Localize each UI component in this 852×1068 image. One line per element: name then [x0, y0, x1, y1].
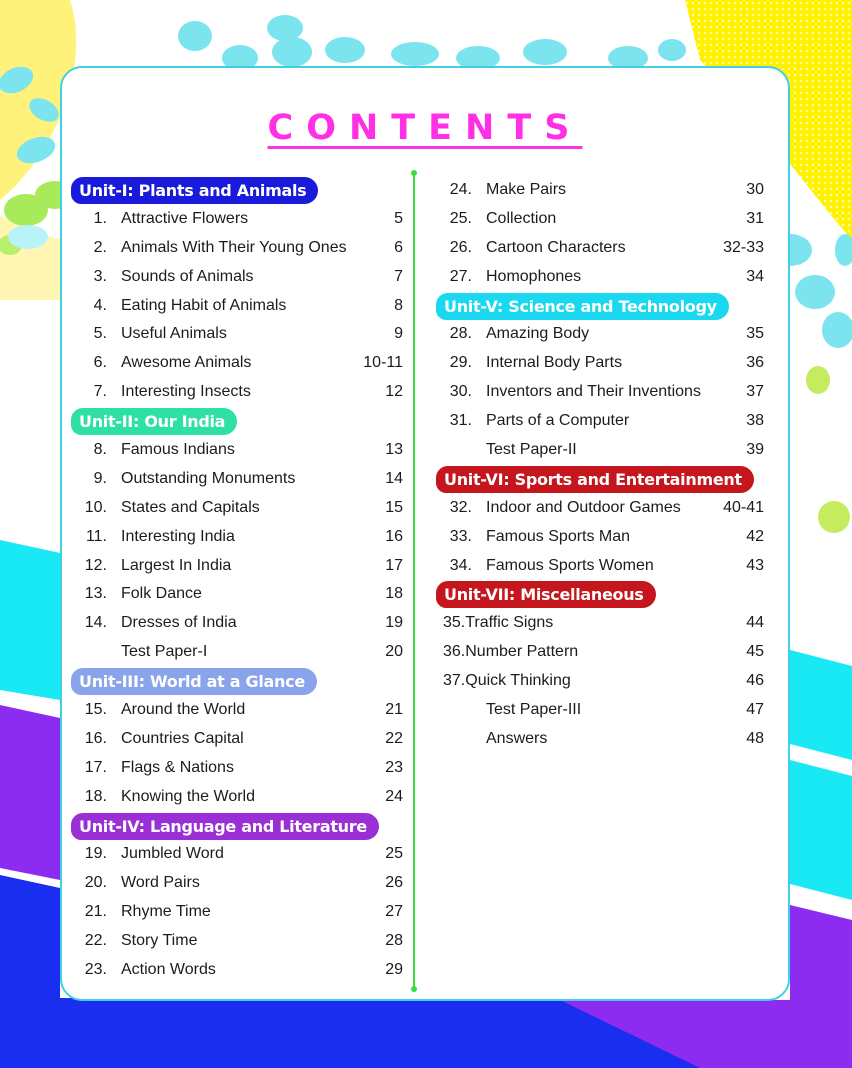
entry-title: Inventors and Their Inventions [486, 383, 701, 401]
entry-page-number: 18 [385, 585, 403, 603]
contents-entry [436, 552, 772, 581]
contents-entry [71, 234, 411, 263]
contents-entry [71, 205, 411, 234]
unit-heading-row [436, 465, 772, 494]
entry-number: 30. [449, 383, 472, 401]
entry-title: Around the World [121, 701, 246, 719]
entry-number: 13. [84, 585, 107, 603]
entry-number: 6. [93, 354, 107, 372]
entry-title: Useful Animals [121, 325, 227, 343]
entry-number: 34. [449, 556, 472, 574]
entry-number: 18. [84, 787, 107, 805]
contents-entry [436, 176, 772, 205]
divider-bottom-dot [411, 986, 417, 992]
entry-title: Test Paper-III [486, 701, 582, 719]
entry-title: Attractive Flowers [121, 209, 249, 227]
contents-entry [71, 263, 411, 292]
contents-entry [71, 609, 411, 638]
contents-entry [71, 725, 411, 754]
entry-number: 22. [84, 932, 107, 950]
entry-page-number: 32-33 [723, 238, 764, 256]
entry-title: Famous Sports Women [486, 556, 654, 574]
entry-title: Parts of a Computer [486, 412, 630, 430]
entry-page-number: 20 [385, 643, 403, 661]
entry-page-number: 27 [385, 903, 403, 921]
entry-page-number: 37 [746, 383, 764, 401]
entry-number: 11. [85, 527, 107, 545]
entry-title: Famous Indians [121, 441, 235, 459]
entry-page-number: 7 [394, 267, 403, 285]
entry-page-number: 44 [746, 614, 764, 632]
entry-page-number: 8 [394, 296, 403, 314]
entry-title: Answers [486, 729, 548, 747]
entry-number: 25. [449, 209, 472, 227]
entry-title: Largest In India [121, 556, 232, 574]
contents-right-column [436, 176, 772, 754]
entry-page-number: 10-11 [363, 354, 403, 372]
contents-entry [71, 754, 411, 783]
entry-number: 1. [93, 209, 107, 227]
entry-page-number: 46 [746, 672, 764, 690]
entry-number: 32. [449, 498, 472, 516]
entry-title: Interesting Insects [121, 383, 251, 401]
entry-page-number: 39 [746, 441, 764, 459]
entry-number: 19. [84, 845, 107, 863]
entry-title: Sounds of Animals [121, 267, 254, 285]
contents-entry [71, 840, 411, 869]
entry-number: 16. [84, 729, 107, 747]
contents-entry-extra [436, 696, 772, 725]
entry-page-number: 19 [385, 614, 403, 632]
contents-entry [71, 956, 411, 985]
unit-heading-unit-vii: Unit-VII: Miscellaneous [436, 581, 656, 608]
contents-entry [436, 407, 772, 436]
contents-entry [71, 523, 411, 552]
entry-title: Famous Sports Man [486, 527, 631, 545]
entry-page-number: 16 [385, 527, 403, 545]
entry-title: Rhyme Time [121, 903, 211, 921]
entry-number: 15. [84, 701, 107, 719]
entry-page-number: 5 [394, 209, 403, 227]
entry-title: Knowing the World [121, 787, 255, 805]
entry-title: Dresses of India [121, 614, 237, 632]
entry-number: 24. [449, 181, 472, 198]
entry-number: 3. [93, 267, 107, 285]
unit-heading-row [71, 667, 411, 696]
contents-left-column [71, 176, 411, 985]
entry-page-number: 17 [385, 556, 403, 574]
entry-page-number: 6 [394, 238, 403, 256]
contents-entry [436, 638, 772, 667]
entry-number: 12. [84, 556, 107, 574]
unit-heading-unit-iii: Unit-III: World at a Glance [71, 668, 317, 695]
contents-entry-extra [436, 436, 772, 465]
contents-entry [436, 320, 772, 349]
entry-number: 7. [93, 383, 107, 401]
entry-page-number: 25 [385, 845, 403, 863]
entry-number: 9. [93, 469, 107, 487]
entry-page-number: 47 [746, 701, 764, 719]
entry-page-number: 30 [746, 181, 764, 198]
contents-entry [71, 927, 411, 956]
contents-entry [71, 349, 411, 378]
entry-number: 20. [84, 874, 107, 892]
unit-heading-unit-iv: Unit-IV: Language and Literature [71, 813, 379, 840]
entry-page-number: 40-41 [723, 498, 764, 516]
entry-title: 37.Quick Thinking [443, 672, 571, 690]
entry-page-number: 43 [746, 556, 764, 574]
entry-title: Collection [486, 209, 557, 227]
entry-page-number: 13 [385, 441, 403, 459]
unit-heading-unit-ii: Unit-II: Our India [71, 408, 237, 435]
entry-page-number: 21 [385, 701, 403, 719]
contents-entry [71, 320, 411, 349]
unit-heading-unit-i: Unit-I: Plants and Animals [71, 177, 318, 204]
entry-number: 33. [449, 527, 472, 545]
entry-title: 35.Traffic Signs [443, 614, 554, 632]
unit-heading-row [71, 407, 411, 436]
entry-number: 4. [93, 296, 107, 314]
entry-number: 29. [449, 354, 472, 372]
unit-heading-row [436, 580, 772, 609]
entry-number: 27. [449, 267, 472, 285]
contents-entry [436, 523, 772, 552]
entry-number: 17. [84, 758, 107, 776]
entry-title: 36.Number Pattern [443, 643, 579, 661]
entry-page-number: 35 [746, 325, 764, 343]
contents-entry [436, 378, 772, 407]
entry-title: Jumbled Word [121, 845, 224, 863]
column-divider [413, 172, 415, 990]
entry-page-number: 29 [385, 961, 403, 979]
contents-entry [71, 898, 411, 927]
entry-page-number: 22 [385, 729, 403, 747]
contents-entry-extra [71, 638, 411, 667]
contents-entry [71, 869, 411, 898]
entry-page-number: 9 [394, 325, 403, 343]
entry-title: Test Paper-II [486, 441, 577, 459]
contents-entry [436, 263, 772, 292]
entry-title: Indoor and Outdoor Games [486, 498, 681, 516]
contents-entry [71, 783, 411, 812]
entry-title: Animals With Their Young Ones [121, 238, 347, 256]
entry-title: Countries Capital [121, 729, 244, 747]
entry-title: Flags & Nations [121, 758, 234, 776]
unit-heading-unit-v: Unit-V: Science and Technology [436, 293, 729, 320]
entry-title: Test Paper-I [121, 643, 208, 661]
entry-number: 23. [84, 961, 107, 979]
entry-number: 8. [93, 441, 107, 459]
unit-heading-row [436, 292, 772, 321]
entry-title: Outstanding Monuments [121, 469, 296, 487]
contents-entry [71, 552, 411, 581]
entry-title: Interesting India [121, 527, 235, 545]
contents-entry [71, 494, 411, 523]
page-title: CONTENTS [267, 108, 583, 148]
entry-number: 31. [449, 412, 472, 430]
entry-page-number: 23 [385, 758, 403, 776]
entry-title: States and Capitals [121, 498, 260, 516]
entry-title: Amazing Body [486, 325, 590, 343]
entry-page-number: 45 [746, 643, 764, 661]
entry-page-number: 48 [746, 729, 764, 747]
entry-number: 21. [84, 903, 107, 921]
contents-entry [436, 234, 772, 263]
entry-title: Eating Habit of Animals [121, 296, 287, 314]
entry-number: 2. [93, 238, 107, 256]
contents-entry [71, 465, 411, 494]
contents-entry [71, 696, 411, 725]
entry-title: Word Pairs [121, 874, 200, 892]
unit-heading-row [71, 812, 411, 841]
entry-title: Internal Body Parts [486, 354, 623, 372]
contents-entry [436, 205, 772, 234]
entry-page-number: 38 [746, 412, 764, 430]
entry-title: Story Time [121, 932, 198, 950]
contents-entry [436, 667, 772, 696]
entry-title: Folk Dance [121, 585, 202, 603]
contents-entry [436, 349, 772, 378]
entry-number: 26. [449, 238, 472, 256]
contents-entry [71, 580, 411, 609]
entry-page-number: 42 [746, 527, 764, 545]
entry-title: Make Pairs [486, 181, 567, 198]
entry-title: Action Words [121, 961, 216, 979]
entry-page-number: 14 [385, 469, 403, 487]
entry-title: Awesome Animals [121, 354, 252, 372]
entry-number: 5. [93, 325, 107, 343]
entry-page-number: 28 [385, 932, 403, 950]
contents-entry [71, 378, 411, 407]
entry-page-number: 12 [385, 383, 403, 401]
contents-entry-extra [436, 725, 772, 754]
entry-number: 14. [84, 614, 107, 632]
divider-top-dot [411, 170, 417, 176]
entry-title: Cartoon Characters [486, 238, 626, 256]
contents-entry [71, 292, 411, 321]
entry-page-number: 24 [385, 787, 403, 805]
entry-page-number: 31 [746, 209, 764, 227]
contents-entry [436, 494, 772, 523]
contents-entry [71, 436, 411, 465]
unit-heading-row [71, 176, 411, 205]
contents-entry [436, 609, 772, 638]
entry-number: 10. [84, 498, 107, 516]
entry-page-number: 15 [385, 498, 403, 516]
entry-page-number: 26 [385, 874, 403, 892]
entry-page-number: 36 [746, 354, 764, 372]
entry-number: 28. [449, 325, 472, 343]
entry-title: Homophones [486, 267, 582, 285]
entry-page-number: 34 [746, 267, 764, 285]
unit-heading-unit-vi: Unit-VI: Sports and Entertainment [436, 466, 754, 493]
